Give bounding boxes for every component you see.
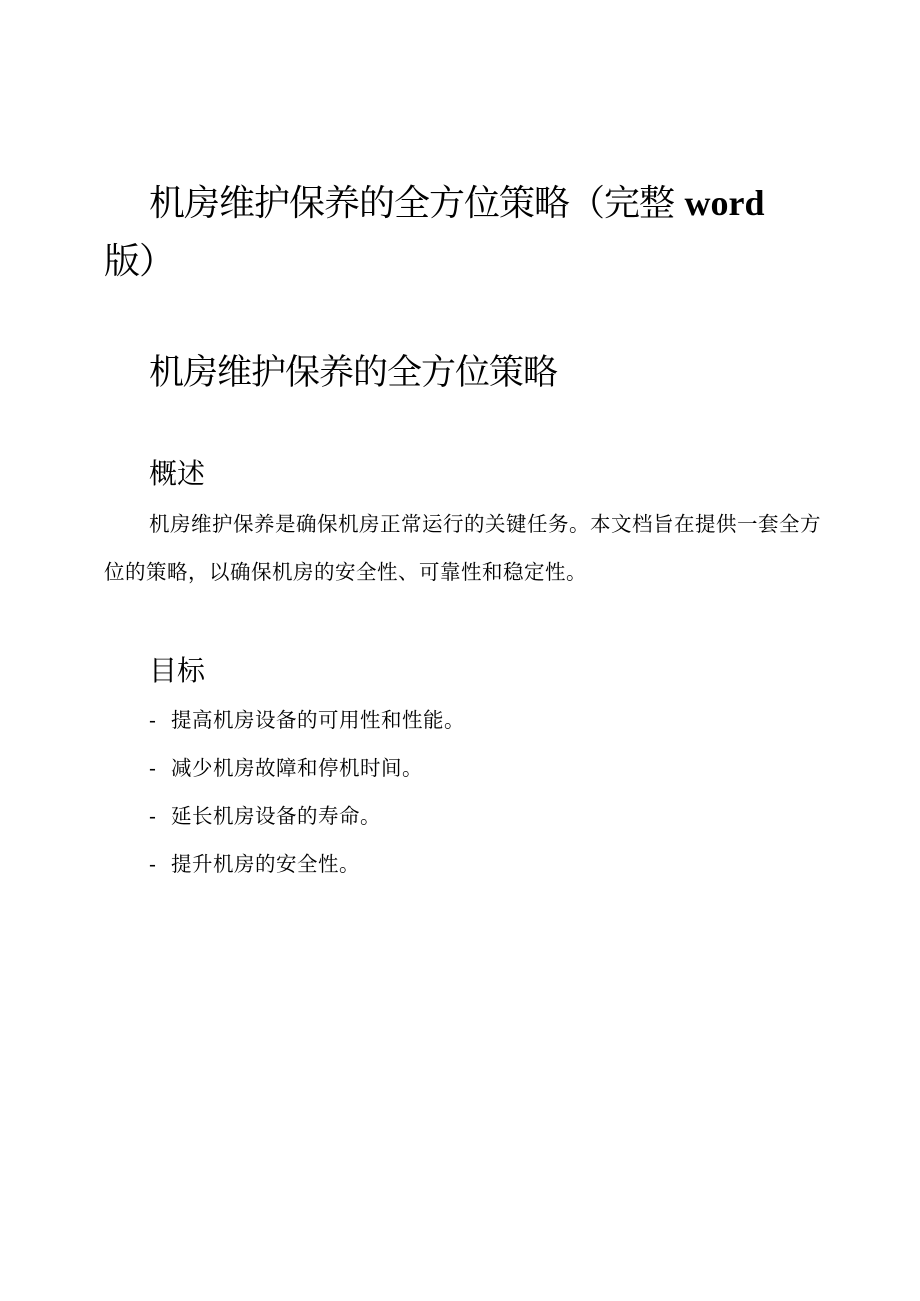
goal-text: 减少机房故障和停机时间。 bbox=[171, 756, 423, 780]
overview-heading: 概述 bbox=[149, 457, 206, 490]
goal-item bbox=[149, 744, 465, 792]
goal-text: 提升机房的安全性。 bbox=[171, 852, 360, 876]
document-title-end: 版） bbox=[104, 241, 175, 282]
overview-paragraph: 机房维护保养是确保机房正常运行的关键任务。本文档旨在提供一套全方位的策略，以确保机房的安全性、可靠性和稳定性。 bbox=[104, 512, 821, 584]
goal-text: 提高机房设备的可用性和性能。 bbox=[171, 708, 465, 732]
bullet-dash: - bbox=[149, 804, 157, 828]
goals-list bbox=[149, 696, 465, 888]
document-title-main: 机房维护保养的全方位策略（完整 bbox=[149, 183, 675, 224]
document-title bbox=[104, 174, 794, 291]
goal-item bbox=[149, 840, 465, 888]
goal-text: 延长机房设备的寿命。 bbox=[171, 804, 381, 828]
bullet-dash: - bbox=[149, 756, 157, 780]
goal-item bbox=[149, 792, 465, 840]
goal-item bbox=[149, 696, 465, 744]
document-title-latin: word bbox=[684, 183, 765, 223]
goals-heading: 目标 bbox=[149, 654, 206, 687]
bullet-dash: - bbox=[149, 708, 157, 732]
bullet-dash: - bbox=[149, 852, 157, 876]
document-subtitle: 机房维护保养的全方位策略 bbox=[149, 353, 558, 393]
